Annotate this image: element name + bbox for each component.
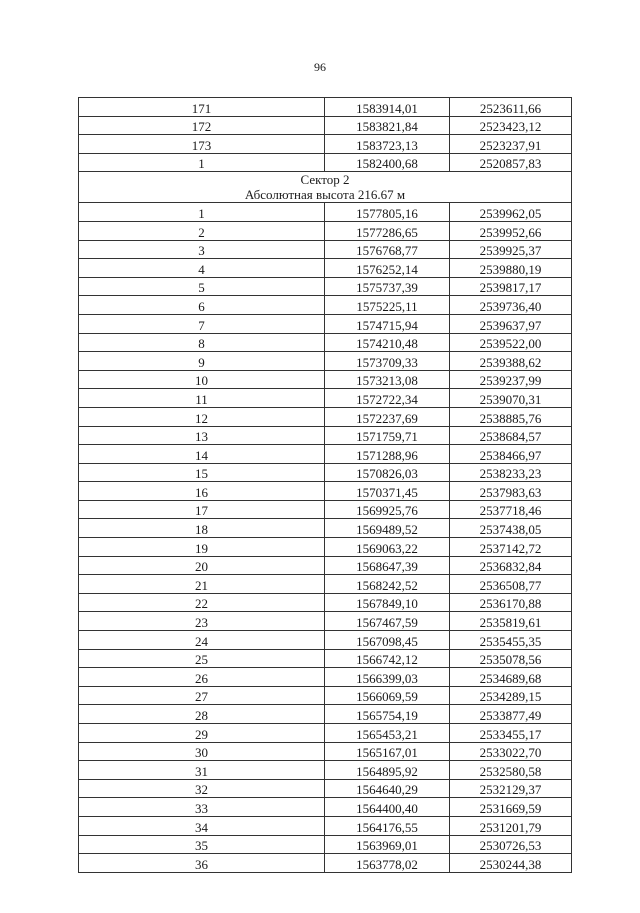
table-body-main: [79, 203, 572, 872]
x-coordinate-cell: 1571759,71: [325, 426, 450, 445]
table-row: [79, 761, 572, 780]
point-number-cell: 28: [79, 705, 325, 724]
point-number-cell: 26: [79, 668, 325, 687]
x-coordinate-cell: 1577805,16: [325, 203, 450, 222]
x-coordinate-cell: 1570826,03: [325, 463, 450, 482]
table-row: [79, 668, 572, 687]
table-row: [79, 389, 572, 408]
y-coordinate-cell: 2539962,05: [450, 203, 572, 222]
y-coordinate-cell: 2538233,23: [450, 463, 572, 482]
x-coordinate-cell: 1569925,76: [325, 500, 450, 519]
table-row: [79, 779, 572, 798]
x-coordinate-cell: 1563969,01: [325, 835, 450, 854]
x-coordinate-cell: 1576768,77: [325, 240, 450, 259]
y-coordinate-cell: 2539388,62: [450, 352, 572, 371]
x-coordinate-cell: 1568647,39: [325, 556, 450, 575]
point-number-cell: 34: [79, 816, 325, 835]
y-coordinate-cell: 2538466,97: [450, 445, 572, 464]
table-row: [79, 500, 572, 519]
y-coordinate-cell: 2523423,12: [450, 116, 572, 135]
point-number-cell: 19: [79, 538, 325, 557]
point-number-cell: 2: [79, 221, 325, 240]
x-coordinate-cell: 1566069,59: [325, 686, 450, 705]
y-coordinate-cell: 2531669,59: [450, 798, 572, 817]
y-coordinate-cell: 2535078,56: [450, 649, 572, 668]
table-row: [79, 333, 572, 352]
y-coordinate-cell: 2534289,15: [450, 686, 572, 705]
table-row: [79, 631, 572, 650]
y-coordinate-cell: 2533022,70: [450, 742, 572, 761]
y-coordinate-cell: 2530726,53: [450, 835, 572, 854]
x-coordinate-cell: 1571288,96: [325, 445, 450, 464]
point-number-cell: 171: [79, 98, 325, 117]
y-coordinate-cell: 2537438,05: [450, 519, 572, 538]
point-number-cell: 32: [79, 779, 325, 798]
y-coordinate-cell: 2539070,31: [450, 389, 572, 408]
table-row: [79, 277, 572, 296]
y-coordinate-cell: 2532129,37: [450, 779, 572, 798]
point-number-cell: 7: [79, 314, 325, 333]
table-row: [79, 705, 572, 724]
point-number-cell: 6: [79, 296, 325, 315]
y-coordinate-cell: 2539880,19: [450, 259, 572, 278]
x-coordinate-cell: 1583914,01: [325, 98, 450, 117]
y-coordinate-cell: 2539925,37: [450, 240, 572, 259]
y-coordinate-cell: 2523611,66: [450, 98, 572, 117]
y-coordinate-cell: 2534689,68: [450, 668, 572, 687]
x-coordinate-cell: 1569489,52: [325, 519, 450, 538]
y-coordinate-cell: 2536832,84: [450, 556, 572, 575]
table-row: [79, 259, 572, 278]
point-number-cell: 36: [79, 854, 325, 873]
point-number-cell: 1: [79, 203, 325, 222]
table-row: [79, 203, 572, 222]
x-coordinate-cell: 1565167,01: [325, 742, 450, 761]
table-row: [79, 482, 572, 501]
x-coordinate-cell: 1583821,84: [325, 116, 450, 135]
x-coordinate-cell: 1575225,11: [325, 296, 450, 315]
y-coordinate-cell: 2539237,99: [450, 370, 572, 389]
sector-header: [79, 172, 572, 203]
point-number-cell: 14: [79, 445, 325, 464]
table-row: [79, 98, 572, 117]
y-coordinate-cell: 2537142,72: [450, 538, 572, 557]
y-coordinate-cell: 2538885,76: [450, 407, 572, 426]
x-coordinate-cell: 1573709,33: [325, 352, 450, 371]
point-number-cell: 22: [79, 593, 325, 612]
y-coordinate-cell: 2520857,83: [450, 153, 572, 172]
table-row: [79, 686, 572, 705]
y-coordinate-cell: 2531201,79: [450, 816, 572, 835]
x-coordinate-cell: 1576252,14: [325, 259, 450, 278]
y-coordinate-cell: 2539637,97: [450, 314, 572, 333]
y-coordinate-cell: 2532580,58: [450, 761, 572, 780]
x-coordinate-cell: 1567849,10: [325, 593, 450, 612]
point-number-cell: 35: [79, 835, 325, 854]
x-coordinate-cell: 1567467,59: [325, 612, 450, 631]
x-coordinate-cell: 1582400,68: [325, 153, 450, 172]
point-number-cell: 4: [79, 259, 325, 278]
table-row: [79, 612, 572, 631]
point-number-cell: 27: [79, 686, 325, 705]
y-coordinate-cell: 2533455,17: [450, 724, 572, 743]
x-coordinate-cell: 1565453,21: [325, 724, 450, 743]
point-number-cell: 9: [79, 352, 325, 371]
x-coordinate-cell: 1573213,08: [325, 370, 450, 389]
x-coordinate-cell: 1577286,65: [325, 221, 450, 240]
table-row: [79, 445, 572, 464]
point-number-cell: 15: [79, 463, 325, 482]
point-number-cell: 3: [79, 240, 325, 259]
table-row: [79, 153, 572, 172]
point-number-cell: 25: [79, 649, 325, 668]
x-coordinate-cell: 1583723,13: [325, 135, 450, 154]
x-coordinate-cell: 1572237,69: [325, 407, 450, 426]
point-number-cell: 18: [79, 519, 325, 538]
table-body-top: [79, 98, 572, 172]
y-coordinate-cell: 2530244,38: [450, 854, 572, 873]
x-coordinate-cell: 1566742,12: [325, 649, 450, 668]
point-number-cell: 21: [79, 575, 325, 594]
y-coordinate-cell: 2523237,91: [450, 135, 572, 154]
point-number-cell: 10: [79, 370, 325, 389]
table-row: [79, 370, 572, 389]
x-coordinate-cell: 1572722,34: [325, 389, 450, 408]
table-row: [79, 221, 572, 240]
point-number-cell: 173: [79, 135, 325, 154]
y-coordinate-cell: 2535455,35: [450, 631, 572, 650]
table-row: [79, 593, 572, 612]
x-coordinate-cell: 1567098,45: [325, 631, 450, 650]
x-coordinate-cell: 1574715,94: [325, 314, 450, 333]
table-row: [79, 407, 572, 426]
point-number-cell: 24: [79, 631, 325, 650]
x-coordinate-cell: 1574210,48: [325, 333, 450, 352]
y-coordinate-cell: 2537983,63: [450, 482, 572, 501]
y-coordinate-cell: 2533877,49: [450, 705, 572, 724]
table-row: [79, 798, 572, 817]
x-coordinate-cell: 1564400,40: [325, 798, 450, 817]
table-row: [79, 116, 572, 135]
x-coordinate-cell: 1564176,55: [325, 816, 450, 835]
sector-subtitle: Абсолютная высота 216.67 м: [244, 187, 406, 203]
y-coordinate-cell: 2536170,88: [450, 593, 572, 612]
coordinates-table: [78, 97, 572, 873]
sector-title: Сектор 2: [300, 172, 350, 188]
point-number-cell: 20: [79, 556, 325, 575]
x-coordinate-cell: 1566399,03: [325, 668, 450, 687]
sector-header-body: [79, 172, 572, 203]
table-row: [79, 426, 572, 445]
table-row: [79, 835, 572, 854]
table-row: [79, 314, 572, 333]
point-number-cell: 11: [79, 389, 325, 408]
point-number-cell: 31: [79, 761, 325, 780]
point-number-cell: 8: [79, 333, 325, 352]
point-number-cell: 17: [79, 500, 325, 519]
y-coordinate-cell: 2539952,66: [450, 221, 572, 240]
table-row: [79, 352, 572, 371]
table-row: [79, 575, 572, 594]
y-coordinate-cell: 2537718,46: [450, 500, 572, 519]
point-number-cell: 5: [79, 277, 325, 296]
point-number-cell: 16: [79, 482, 325, 501]
y-coordinate-cell: 2536508,77: [450, 575, 572, 594]
y-coordinate-cell: 2535819,61: [450, 612, 572, 631]
x-coordinate-cell: 1565754,19: [325, 705, 450, 724]
y-coordinate-cell: 2539817,17: [450, 277, 572, 296]
table-row: [79, 649, 572, 668]
point-number-cell: 13: [79, 426, 325, 445]
point-number-cell: 30: [79, 742, 325, 761]
point-number-cell: 12: [79, 407, 325, 426]
table-row: [79, 816, 572, 835]
table-row: [79, 519, 572, 538]
table-row: [79, 296, 572, 315]
point-number-cell: 23: [79, 612, 325, 631]
x-coordinate-cell: 1575737,39: [325, 277, 450, 296]
x-coordinate-cell: 1569063,22: [325, 538, 450, 557]
x-coordinate-cell: 1563778,02: [325, 854, 450, 873]
table-row: [79, 240, 572, 259]
x-coordinate-cell: 1564895,92: [325, 761, 450, 780]
y-coordinate-cell: 2538684,57: [450, 426, 572, 445]
point-number-cell: 172: [79, 116, 325, 135]
x-coordinate-cell: 1564640,29: [325, 779, 450, 798]
point-number-cell: 29: [79, 724, 325, 743]
table-row: [79, 854, 572, 873]
table-row: [79, 135, 572, 154]
table-row: [79, 742, 572, 761]
sector-header-row: [79, 172, 572, 203]
table-row: [79, 463, 572, 482]
x-coordinate-cell: 1570371,45: [325, 482, 450, 501]
x-coordinate-cell: 1568242,52: [325, 575, 450, 594]
y-coordinate-cell: 2539522,00: [450, 333, 572, 352]
point-number-cell: 1: [79, 153, 325, 172]
point-number-cell: 33: [79, 798, 325, 817]
table-row: [79, 538, 572, 557]
table-row: [79, 556, 572, 575]
table-row: [79, 724, 572, 743]
page-number: 96: [314, 60, 326, 74]
y-coordinate-cell: 2539736,40: [450, 296, 572, 315]
